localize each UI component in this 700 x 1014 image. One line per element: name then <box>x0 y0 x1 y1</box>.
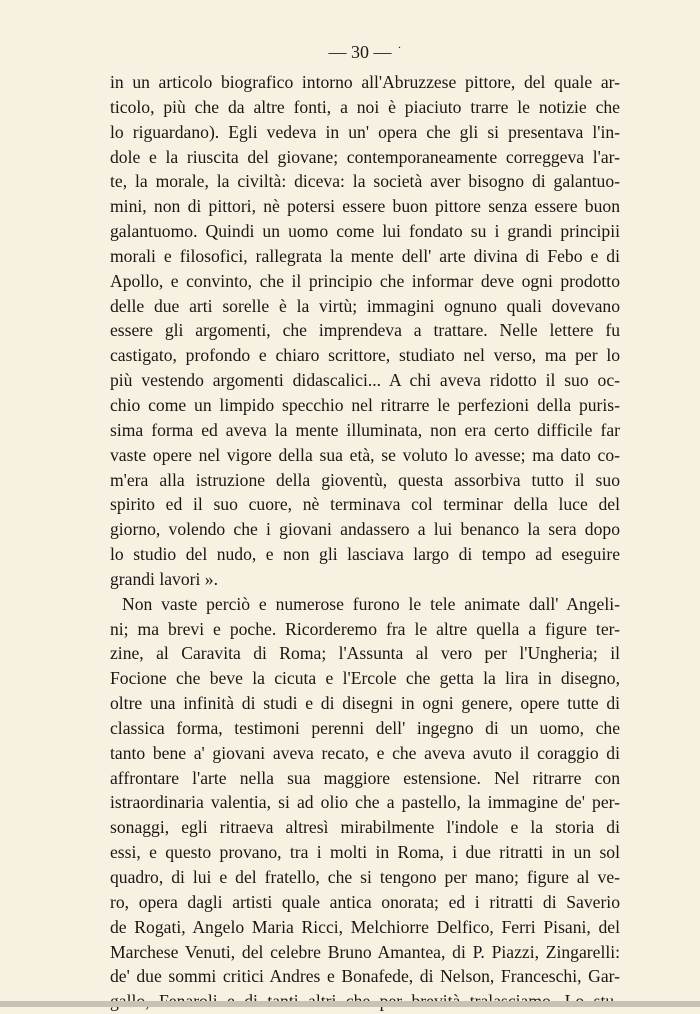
text-line: lo riguardano). Egli vedeva in un' opera che gli si presentava l'in- <box>110 121 620 142</box>
text-line: dole e la riuscita del giovane; contemporaneamente correggeva l'ar- <box>110 146 620 167</box>
text-line: tanto bene a' giovani aveva recato, e che aveva avuto il coraggio di <box>110 742 620 763</box>
text-line: lo studio del nudo, e non gli lasciava largo di tempo ad eseguire <box>110 544 620 565</box>
text-line: giorno, volendo che i giovani andassero a lui benanco la sera dopo <box>110 519 620 540</box>
page-number-text: — 30 — <box>328 42 392 62</box>
text-line: chio come un limpido specchio nel ritrarre le perfezioni della puris- <box>110 394 620 415</box>
text-line: galantuomo. Quindi un uomo come lui fondato su i grandi principii <box>110 221 620 242</box>
text-line: istraordinaria valentia, si ad olio che a pastello, la immagine de' per- <box>110 792 620 813</box>
text-line: castigato, profondo e chiaro scrittore, studiato nel verso, ma per lo <box>110 345 620 366</box>
text-line: essere gli argomenti, che imprendeva a trattare. Nelle lettere fu <box>110 320 620 341</box>
text-line: quadro, di lui e del fratello, che si tengono per mano; figure al ve- <box>110 867 620 887</box>
text-line: Non vaste perciò e numerose furono le tele animate dall' Angeli- <box>122 593 620 614</box>
text-line: de' due sommi critici Andres e Bonafede, di Nelson, Franceschi, Gar- <box>110 966 620 987</box>
text-line: m'era alla istruzione della gioventù, questa assorbiva tutto il suo <box>110 469 620 490</box>
text-line: vaste opere nel vigore della sua età, se voluto lo avesse; ma dato co- <box>110 444 620 465</box>
text-line: ticolo, più che da altre fonti, a noi è piaciuto trarre le notizie che <box>110 96 620 117</box>
body-text <box>110 70 620 1014</box>
text-line: ni; ma brevi e poche. Ricorderemo fra le altre quella a figure ter- <box>110 618 620 639</box>
paragraph <box>110 592 620 1014</box>
text-line: Focione che beve la cicuta e l'Ercole che getta la lira in disegno, <box>110 668 620 689</box>
page-edge <box>0 1001 700 1007</box>
page-mark: · <box>397 40 402 54</box>
text-line: essi, e questo provano, tra i molti in Roma, i due ritratti in un sol <box>110 842 620 863</box>
text-line: delle due arti sorelle è la virtù; immagini ognuno quali dovevano <box>110 295 620 316</box>
text-line: Apollo, e convinto, che il principio che informar deve ogni prodotto <box>110 270 620 291</box>
text-line: oltre una infinità di studi e di disegni in ogni genere, opere tutte di <box>110 693 620 714</box>
text-line: sonaggi, egli ritraeva altresì mirabilmente l'indole e la storia di <box>110 817 620 838</box>
text-line: ro, opera dagli artisti quale antica onorata; ed i ritratti di Saverio <box>110 891 620 912</box>
text-line: de Rogati, Angelo Maria Ricci, Melchiorre Delfico, Ferri Pisani, del <box>110 916 620 937</box>
text-line: Marchese Venuti, del celebre Bruno Amantea, di P. Piazzi, Zingarelli: <box>110 941 620 962</box>
text-line: morali e filosofici, rallegrata la mente dell' arte divina di Febo e di <box>110 245 620 266</box>
text-line: classica forma, testimoni perenni dell' ingegno di un uomo, che <box>110 717 620 738</box>
text-line: più vestendo argomenti didascalici... A chi aveva ridotto il suo oc- <box>110 370 620 391</box>
text-line: zine, al Caravita di Roma; l'Assunta al vero per l'Ungheria; il <box>110 643 620 664</box>
text-line: grandi lavori ». <box>110 568 218 589</box>
text-line: te, la morale, la civiltà: diceva: la società aver bisogno di galantuo- <box>110 171 620 192</box>
text-line: affrontare l'arte nella sua maggiore estensione. Nel ritrarre con <box>110 767 620 788</box>
text-line: mini, non di pittori, nè potersi essere buon pittore senza essere buon <box>110 196 620 217</box>
paragraph <box>110 70 620 592</box>
text-line: spirito ed il suo cuore, nè terminava col terminar della luce del <box>110 494 620 515</box>
page-number <box>0 40 700 63</box>
text-line: sima forma ed aveva la mente illuminata, non era certo difficile far <box>110 419 620 440</box>
text-line: in un articolo biografico intorno all'Abruzzese pittore, del quale ar- <box>110 72 620 92</box>
